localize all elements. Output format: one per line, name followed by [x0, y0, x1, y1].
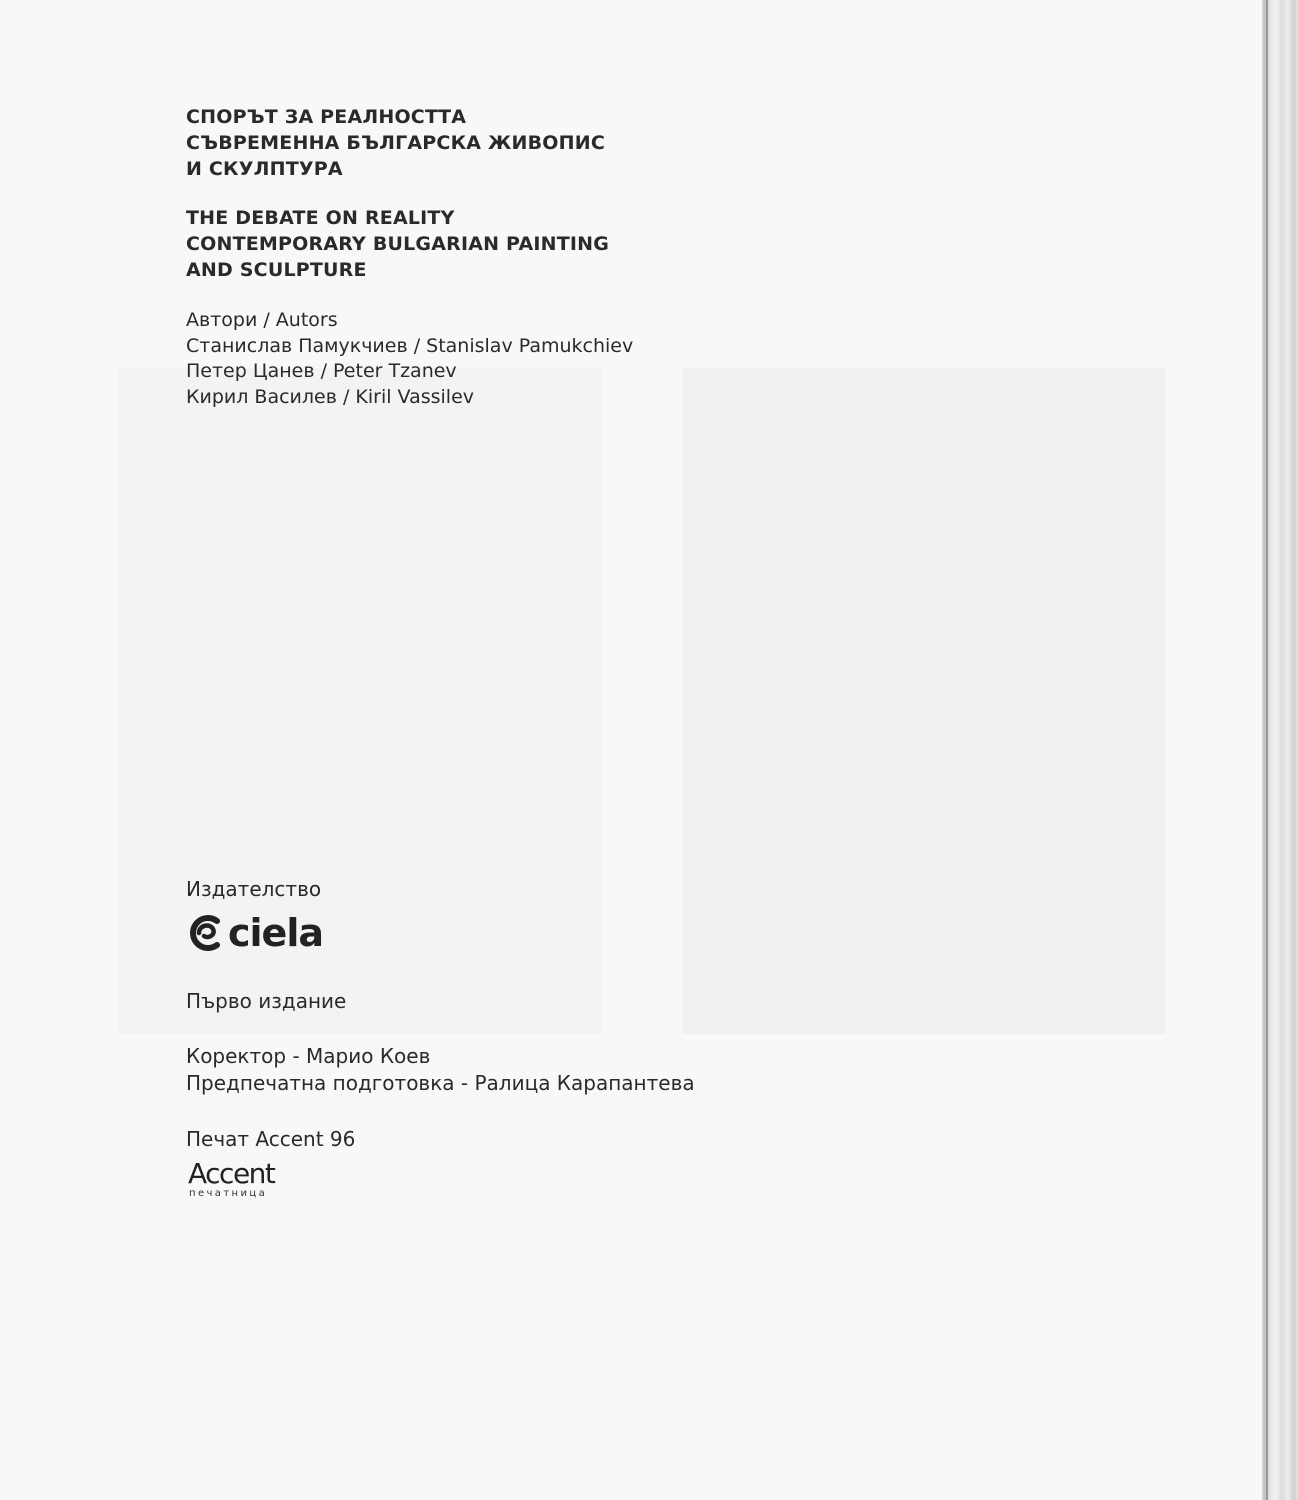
title-en-line-3: AND SCULPTURE: [186, 259, 367, 281]
printing-label-text: Печат Accent 96: [186, 1127, 356, 1151]
title-bg-line-2: СЪВРЕМЕННА БЪЛГАРСКА ЖИВОПИС: [186, 132, 605, 154]
accent-logo: [188, 1158, 298, 1202]
edition: [186, 988, 346, 1014]
author-1: Станислав Памукчиев / Stanislav Pamukchiev: [186, 334, 634, 357]
publisher-label-text: Издателство: [186, 877, 322, 901]
title-en-line-2: CONTEMPORARY BULGARIAN PAINTING: [186, 233, 610, 255]
title-en-line-1: THE DEBATE ON REALITY: [186, 207, 455, 229]
ciela-logo: [186, 910, 323, 956]
edition-text: Първо издание: [186, 989, 347, 1013]
accent-logo-subtext: печатница: [189, 1188, 268, 1199]
authors-block: [186, 308, 633, 410]
credits-block: [186, 1043, 695, 1097]
publisher-label: [186, 876, 321, 902]
prepress: Предпечатна подготовка - Ралица Карапантева: [186, 1071, 695, 1095]
ciela-mark-icon: [186, 912, 226, 954]
authors-heading: Автори / Autors: [186, 309, 338, 331]
printing-label: [186, 1126, 355, 1152]
title-english: [186, 205, 609, 283]
accent-logo-text: Accent: [188, 1157, 275, 1190]
author-2: Петер Цанев / Peter Tzanev: [186, 360, 457, 382]
author-3: Кирил Василев / Kiril Vassilev: [186, 385, 475, 408]
title-bg-line-3: И СКУЛПТУРА: [186, 158, 343, 180]
show-through-right: [682, 368, 1166, 1034]
title-bg-line-1: СПОРЪТ ЗА РЕАЛНОСТТА: [186, 106, 467, 128]
proofreader: Коректор - Марио Коев: [186, 1044, 431, 1068]
ciela-logo-text: ciela: [228, 911, 323, 955]
title-bulgarian: [186, 104, 605, 182]
page-edge-line: [1266, 0, 1268, 1500]
